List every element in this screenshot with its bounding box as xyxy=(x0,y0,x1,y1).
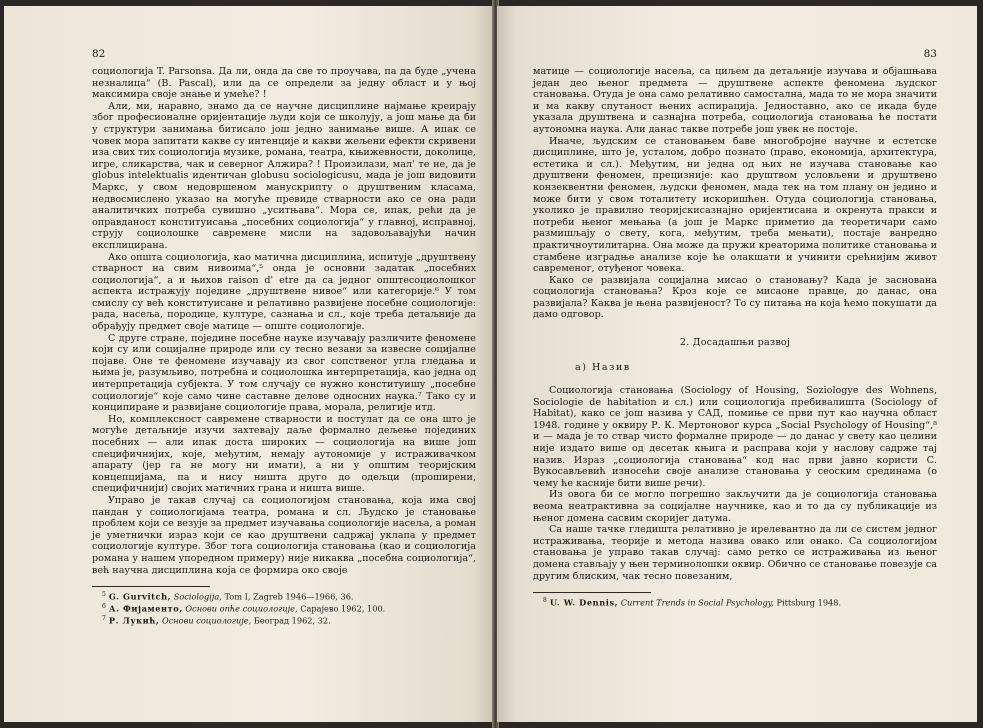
footnote-divider xyxy=(533,592,651,593)
page-number: 82 xyxy=(92,48,106,60)
paragraph: Како се развијала социјална мисао о становању? Када је заснована социологија становања? Кроз које се мисаоне правце, до данас, она развијала? Каква је њена развијеност? То су питања на која ћемо покушати да дамо одговор. xyxy=(533,274,937,321)
footnote-details: Сарајево 1962, 100. xyxy=(300,603,386,614)
footnote-title: Current Trends in Social Psychology, xyxy=(620,597,774,608)
left-page xyxy=(4,6,494,722)
footnote-mark: 6 xyxy=(102,603,106,611)
paragraph: Из овога би се могло погрешно закључити да је социологија становања веома неатрактивна за социјалне научнике, као и то да су публикације из њеног домена сасвим скоријег датума. xyxy=(533,489,937,524)
page-number: 83 xyxy=(923,48,937,60)
footnote-title: Основи опће социологије, xyxy=(185,603,298,614)
footnote-divider xyxy=(92,586,210,587)
paragraph: С друге стране, поједине посебне науке изучавају различите феномене који су или социјалне природе или су тесно везани за извесне социјалне појаве. Оне те феномене изучавају из свог сопственог угла гледања и њима је, разумљиво, потребна и социолошка интерпретација, као једна од интерпретација субјекта. У том случају се нужно конституишу „посебне социологије“ које само чине саставне делове односних наука.⁷ Тако су и конципиране и развијане социологије права, морала, религије итд. xyxy=(92,332,476,414)
left-page-body xyxy=(92,66,476,576)
section-heading: 2. Досадашњи развој xyxy=(679,337,791,349)
footnote-mark: 8 xyxy=(543,597,547,605)
paragraph: Управо је такав случај са социологијом становања, која има свој пандан у социологијама театра, романа и сл. Људско је становање проблем који се везује за предмет изучавања социологије насеља, а роман је уметнички израз који се као друштвени садржај уклапа у предмет социологије културе. Због тога социологија становања (као и социологија романа у нашем упоредном примеру) није никаква „посебна социологија“, већ научна дисциплина која се формира око своје xyxy=(92,494,476,576)
footnote-mark: 7 xyxy=(102,615,106,622)
subsection-heading: а) Назив xyxy=(575,362,631,374)
footnote-author: G. Gurvitch, xyxy=(108,591,172,602)
paragraph: матице — социологије насеља, са циљем да детаљније изучава и објашњава један део њеног предмета — друштвене аспекте феномена људског становања. Отуда је она само релативно самостална, мада то не мора значити и ма какву спутаност њених аспирација. Једноставно, ако се икада буде указала друштвена и сазнајна потреба, социологија становања ће постати аутономна наука. Али данас такве потребе још увек не постоје. xyxy=(533,66,937,135)
footnotes xyxy=(533,592,937,608)
right-page-body xyxy=(533,66,937,582)
footnote-title: Sociologija, xyxy=(173,591,222,602)
right-page xyxy=(497,6,977,722)
footnote-mark: 5 xyxy=(102,591,106,599)
footnote xyxy=(92,590,476,602)
footnote-details: Pittsburg 1948. xyxy=(776,597,842,608)
footnote-author: U. W. Dennis, xyxy=(549,597,619,608)
paragraph: Ако општа социологија, као матична дисциплина, испитује „друштвену стварност на свим нивоима“,⁵ онда је основни задатак „посебних социологија“, а и њихов raison d' etre да са једног општесоциолошког аспекта истражују поједине „друштвене нивое“ или категорије.⁶ У том смислу су већ конституисане и релативно развијене посебне социологије: рада, насеља, породице, културе, сазнања и сл., које треба детаљније да обрађују предмет своје матице — опште социологије. xyxy=(92,251,476,333)
paragraph: Али, ми, наравно, знамо да се научне дисциплине најмање креирају због професионалне оријентације људи који се школују, а још мање да би у структури занимања битисало још једно занимање више. А ипак се човек мора запитати какве су интенције и какви жељени ефекти скривени иза свих тих социологија музике, романа, театра, књижевности, доколице, игре, сликарства, чак и северног Алжира? ! Произилази, мал' те не, да је globus intelektualis идентичан globusu sociologicusu, мада је још видовити Маркс, у свом недовршеном манускрипту о друштвеним класама, недвосмислено указао на могуће превиде стварности ако се она ради аналитичких потреба сувишно „уситњава“. Мора се, ипак, рећи да је оправданост конституисања „посебних социологија“ у главној, исправној, струју социолошке савремене мисли на задовољавајући начин експлицирана. xyxy=(92,100,476,251)
paragraph: Социологија становања (Sociology of Housing, Soziologye des Wohnens, Sociologie de habitation и сл.) или социологија пребивалишта (Sociology of Habitat), како се још назива у САД, помиње се први пут као научна област 1948. године у оквиру Р. К. Мертоновог курса „Social Psychology of Housing“,⁸ и — мада је то ствар чисто формалне природе — до данас у свету као целини није издато више од десетак књига и расправа који у наслову садрже тај назив. Израз „социологија становања“ код нас први јавно користи С. Вукосављевић износећи своје анализе становања у сеоским срединама (о чему ће касније бити више речи). xyxy=(533,385,937,489)
footnote xyxy=(92,602,476,614)
paragraph: Са наше тачке гледишта релативно је ирелевантно да ли се систем једног истраживања, теорије и метода назива овако или онако. Са социологијом становања је управо такав случај: само ретко се истраживања из њеног домена стављају у њен терминолошки оквир. Обично се становање повезује са другим блиским, чак тесно повезаним, xyxy=(533,524,937,582)
paragraph: Но, комплексност савремене стварности и постулат да се она што је могуће детаљније изучи захтевају даље формално дељење појединих посебних — али ипак доста широких — социологија на више још специфичнијих, које, међутим, немају аутономије у истраживачком апарату (јер га не могу ни имати), а ни у општим теоријским концепцијама, па и нису ништа друго до одељци (проширени, специфичнији) својих матичних грана и ништа више. xyxy=(92,413,476,495)
paragraph: Иначе, људским се становањем баве многобројне научне и естетске дисциплине, што је, усталом, добро познато (право, економија, архитектура, естетика и сл.). Међутим, ни једна од њих не изучава становање као друштвени феномен, прецизније: као друштвом условљени и друштвено конзеквентни феномен, људски феномен, мада тек на том плану он једино и може бити у свом тоталитету искоришћен. Отуда социологија становања, уколико је правилно теоријскисазнајно оријентисана и окренута пракси и потреби њеног мењања (а још је Маркс приметио да теоретичари само размишљају о свету, кога, међутим, треба мењати), постаје ванредно практичноутилитарна. Она може да пружи креаторима политике становања и стамбене изградње анализе које ће олакшати и учинити срећнијим живот савременог, отуђеног човека. xyxy=(533,135,937,275)
paragraph: социологија T. Parsonsa. Да ли, онда да све то проучава, па да буде „учена незналица“ (B. Pascal), или да се определи за једну област и у њој максимира своје знање и умеће? ! xyxy=(92,66,476,101)
footnote-title: Основи социологије, xyxy=(161,615,252,626)
footnote-author: Р. Лукић, xyxy=(108,615,160,626)
footnote-details: Београд 1962, 32. xyxy=(253,615,331,626)
footnote-author: А. Фијаменто, xyxy=(108,603,183,614)
footnotes xyxy=(92,586,476,626)
footnote xyxy=(533,596,937,608)
footnote-details: Tom I, Zagreb 1946—1966, 36. xyxy=(224,591,354,602)
footnote xyxy=(92,614,476,626)
